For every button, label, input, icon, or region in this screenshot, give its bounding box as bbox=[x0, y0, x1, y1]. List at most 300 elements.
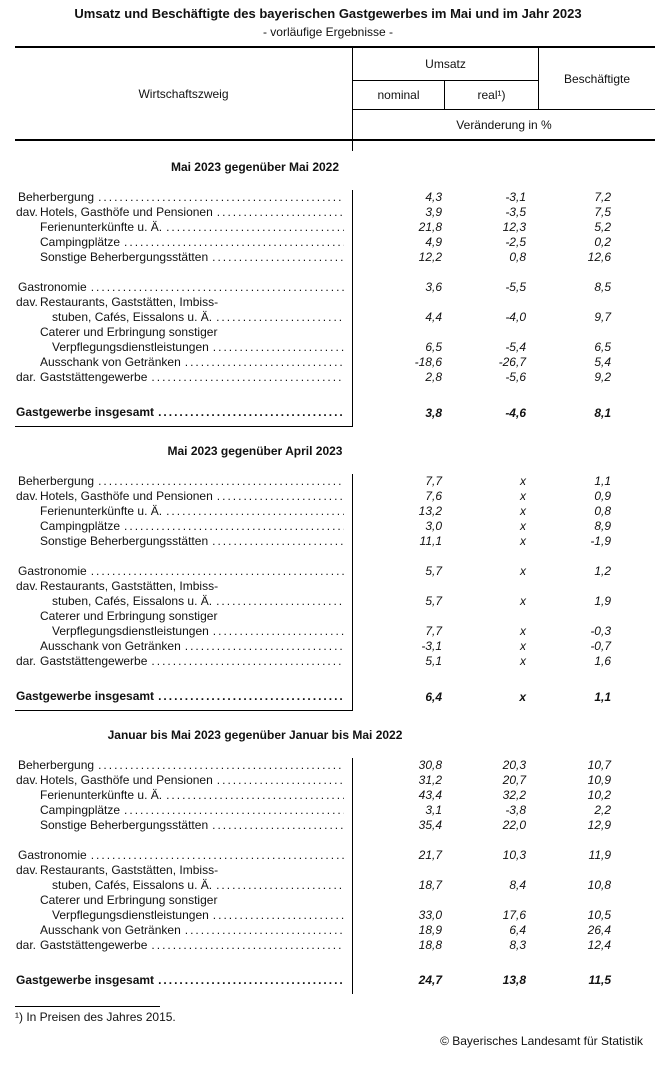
row-label-cell bbox=[15, 295, 353, 325]
row-label-line bbox=[15, 848, 352, 863]
value-cell-beschaeftigte: 5,4 bbox=[594, 355, 611, 369]
value-cell-real: -3,5 bbox=[505, 205, 526, 219]
dot-leader bbox=[216, 310, 344, 325]
row-label: Sonstige Beherbergungsstätten bbox=[40, 534, 209, 548]
row-label: Ausschank von Getränken bbox=[40, 923, 181, 937]
row-prefix: dav. bbox=[16, 295, 38, 309]
dot-leader bbox=[166, 220, 344, 235]
dot-leader bbox=[213, 624, 344, 639]
value-cell-real: x bbox=[520, 534, 526, 548]
dot-leader bbox=[212, 250, 344, 265]
row-label-line bbox=[15, 818, 352, 833]
row-label-line bbox=[15, 654, 352, 669]
row-label: Hotels, Gasthöfe und Pensionen bbox=[40, 773, 213, 787]
table-section bbox=[15, 160, 655, 427]
row-label: Restaurants, Gaststätten, Imbiss- bbox=[40, 579, 219, 593]
table-row bbox=[15, 803, 655, 818]
row-label-line bbox=[15, 504, 352, 519]
row-label: Gaststättengewerbe bbox=[40, 654, 148, 668]
row-label-line bbox=[15, 310, 352, 325]
value-cell-beschaeftigte: 8,5 bbox=[594, 280, 611, 294]
row-label-line bbox=[15, 250, 352, 265]
footnote-rule bbox=[15, 1006, 160, 1007]
value-cell-real: 20,3 bbox=[502, 758, 526, 772]
value-cell-real: -2,5 bbox=[505, 235, 526, 249]
section-total-row bbox=[15, 973, 655, 994]
value-cell-real: x bbox=[520, 594, 526, 608]
row-label-cell bbox=[15, 235, 353, 250]
row-label-cell bbox=[15, 863, 353, 893]
dot-leader bbox=[158, 973, 344, 988]
value-cell-real: 6,4 bbox=[509, 923, 526, 937]
value-cell-real: x bbox=[520, 519, 526, 533]
dot-leader bbox=[212, 534, 344, 549]
row-label-cell bbox=[15, 973, 353, 994]
dot-leader bbox=[151, 370, 344, 385]
row-label: Beherbergung bbox=[18, 758, 95, 772]
section-heading: Mai 2023 gegenüber Mai 2022 bbox=[170, 160, 340, 174]
row-label-cell bbox=[15, 893, 353, 923]
row-label-cell bbox=[15, 474, 353, 489]
column-divider-tail bbox=[15, 141, 353, 151]
row-label: Beherbergung bbox=[18, 190, 95, 204]
value-cell-nominal: 4,4 bbox=[425, 310, 442, 324]
table-row bbox=[15, 773, 655, 788]
value-cell-nominal: 21,8 bbox=[418, 220, 442, 234]
value-cell-beschaeftigte: 26,4 bbox=[587, 923, 611, 937]
col-header-real: real¹) bbox=[445, 81, 538, 110]
row-prefix: dav. bbox=[16, 773, 38, 787]
value-cell-beschaeftigte: 12,6 bbox=[587, 250, 611, 264]
value-cell-beschaeftigte: 1,1 bbox=[594, 690, 611, 704]
value-cell-beschaeftigte: 10,8 bbox=[587, 878, 611, 892]
value-cell-real: -3,1 bbox=[505, 190, 526, 204]
table-row bbox=[15, 534, 655, 549]
row-label: Restaurants, Gaststätten, Imbiss- bbox=[40, 295, 219, 309]
row-label-line bbox=[15, 190, 352, 205]
row-label: stuben, Cafés, Eissalons u. Ä. bbox=[52, 594, 213, 608]
row-label: Beherbergung bbox=[18, 474, 95, 488]
value-cell-beschaeftigte: 12,4 bbox=[587, 938, 611, 952]
value-cell-real: 13,8 bbox=[502, 973, 526, 987]
value-cell-beschaeftigte: 10,7 bbox=[587, 758, 611, 772]
row-label-line bbox=[15, 405, 352, 420]
row-prefix: dar. bbox=[16, 938, 37, 952]
value-cell-real: 32,2 bbox=[502, 788, 526, 802]
row-label-line bbox=[15, 370, 352, 385]
dot-leader bbox=[216, 594, 344, 609]
row-label-cell bbox=[15, 669, 353, 689]
table-row bbox=[15, 250, 655, 265]
value-cell-real: 17,6 bbox=[502, 908, 526, 922]
row-label-cell bbox=[15, 370, 353, 385]
row-label: Gastgewerbe insgesamt bbox=[16, 973, 155, 987]
dot-leader bbox=[98, 474, 344, 489]
dot-leader bbox=[124, 235, 344, 250]
dot-leader bbox=[217, 205, 344, 220]
value-cell-real: x bbox=[520, 489, 526, 503]
spacer-row bbox=[15, 953, 655, 973]
row-label-line bbox=[15, 519, 352, 534]
value-cell-real: -4,0 bbox=[505, 310, 526, 324]
value-cell-beschaeftigte: -1,9 bbox=[590, 534, 611, 548]
dot-leader bbox=[185, 923, 344, 938]
value-cell-beschaeftigte: 0,9 bbox=[594, 489, 611, 503]
value-cell-beschaeftigte: 10,9 bbox=[587, 773, 611, 787]
value-cell-real: x bbox=[519, 690, 526, 704]
table-row bbox=[15, 355, 655, 370]
table-row bbox=[15, 489, 655, 504]
value-cell-beschaeftigte: 10,2 bbox=[587, 788, 611, 802]
row-prefix: dar. bbox=[16, 654, 37, 668]
value-cell-real: -3,8 bbox=[505, 803, 526, 817]
dot-leader bbox=[213, 908, 344, 923]
table-row bbox=[15, 923, 655, 938]
row-label: Ferienunterkünfte u. Ä. bbox=[40, 788, 163, 802]
table-row bbox=[15, 474, 655, 489]
row-label-line bbox=[15, 205, 352, 220]
row-label-cell bbox=[15, 405, 353, 427]
row-label-cell bbox=[15, 190, 353, 205]
dot-leader bbox=[158, 405, 344, 420]
row-label-cell bbox=[15, 250, 353, 265]
value-cell-real: x bbox=[520, 474, 526, 488]
row-label-line bbox=[15, 534, 352, 549]
value-cell-nominal: 33,0 bbox=[418, 908, 442, 922]
row-label: Hotels, Gasthöfe und Pensionen bbox=[40, 205, 213, 219]
dot-leader bbox=[91, 280, 344, 295]
dot-leader bbox=[98, 190, 344, 205]
table-row bbox=[15, 205, 655, 220]
row-label-line bbox=[15, 355, 352, 370]
row-label-line bbox=[15, 295, 352, 310]
row-label-line bbox=[15, 758, 352, 773]
row-label-line bbox=[15, 938, 352, 953]
value-cell-nominal: 7,7 bbox=[425, 474, 442, 488]
table-section bbox=[15, 728, 655, 994]
table-row bbox=[15, 848, 655, 863]
row-label: Sonstige Beherbergungsstätten bbox=[40, 818, 209, 832]
value-cell-nominal: 18,9 bbox=[418, 923, 442, 937]
value-cell-real: -26,7 bbox=[498, 355, 526, 369]
dot-leader bbox=[217, 773, 344, 788]
row-label-cell bbox=[15, 385, 353, 405]
dot-leader bbox=[91, 564, 344, 579]
table-row bbox=[15, 295, 655, 325]
table-row bbox=[15, 220, 655, 235]
spacer-row bbox=[15, 385, 655, 405]
col-header-umsatz: Umsatz bbox=[353, 48, 538, 81]
value-cell-nominal: 5,7 bbox=[425, 594, 442, 608]
value-cell-beschaeftigte: -0,3 bbox=[590, 624, 611, 638]
value-cell-beschaeftigte: 2,2 bbox=[594, 803, 611, 817]
table-row bbox=[15, 938, 655, 953]
row-label-line bbox=[15, 220, 352, 235]
value-cell-beschaeftigte: -0,7 bbox=[590, 639, 611, 653]
value-cell-real: x bbox=[520, 639, 526, 653]
row-label-cell bbox=[15, 220, 353, 235]
row-label-line bbox=[15, 639, 352, 654]
value-cell-real: x bbox=[520, 504, 526, 518]
dot-leader bbox=[185, 355, 344, 370]
value-cell-real: -5,5 bbox=[505, 280, 526, 294]
row-label-line bbox=[15, 579, 352, 594]
section-total-row bbox=[15, 689, 655, 711]
row-label-cell bbox=[15, 534, 353, 549]
value-cell-real: 12,3 bbox=[502, 220, 526, 234]
value-cell-beschaeftigte: 11,9 bbox=[588, 848, 611, 862]
row-label-cell bbox=[15, 923, 353, 938]
value-cell-beschaeftigte: 8,9 bbox=[594, 519, 611, 533]
value-cell-nominal: 3,1 bbox=[425, 803, 442, 817]
row-label-cell bbox=[15, 833, 353, 848]
dot-leader bbox=[166, 504, 344, 519]
row-label-cell bbox=[15, 579, 353, 609]
value-cell-real: 10,3 bbox=[502, 848, 526, 862]
row-label-cell bbox=[15, 609, 353, 639]
dot-leader bbox=[212, 818, 344, 833]
value-cell-beschaeftigte: 7,2 bbox=[594, 190, 611, 204]
value-cell-real: x bbox=[520, 624, 526, 638]
table-row bbox=[15, 235, 655, 250]
row-label-cell bbox=[15, 953, 353, 973]
value-cell-beschaeftigte: 0,2 bbox=[594, 235, 611, 249]
value-cell-real: 20,7 bbox=[502, 773, 526, 787]
row-prefix: dav. bbox=[16, 489, 38, 503]
dot-leader bbox=[166, 788, 344, 803]
row-label: stuben, Cafés, Eissalons u. Ä. bbox=[52, 878, 213, 892]
row-label-line bbox=[15, 489, 352, 504]
value-cell-nominal: 3,0 bbox=[425, 519, 442, 533]
row-label-line bbox=[15, 594, 352, 609]
value-cell-nominal: 35,4 bbox=[418, 818, 442, 832]
row-prefix: dav. bbox=[16, 205, 38, 219]
row-label: Caterer und Erbringung sonstiger bbox=[40, 609, 218, 623]
value-cell-nominal: 6,4 bbox=[425, 690, 442, 704]
value-cell-nominal: 24,7 bbox=[418, 973, 442, 987]
row-label-cell bbox=[15, 803, 353, 818]
value-cell-nominal: 12,2 bbox=[418, 250, 442, 264]
value-cell-nominal: 3,6 bbox=[425, 280, 442, 294]
spacer-row bbox=[15, 669, 655, 689]
row-label-line bbox=[15, 624, 352, 639]
row-label-line bbox=[15, 878, 352, 893]
value-cell-real: -5,4 bbox=[505, 340, 526, 354]
value-cell-beschaeftigte: 11,5 bbox=[588, 973, 611, 987]
col-header-beschaeftigte: Beschäftigte bbox=[538, 48, 655, 110]
dot-leader bbox=[217, 489, 344, 504]
value-cell-nominal: 2,8 bbox=[425, 370, 442, 384]
row-label: Campingplätze bbox=[40, 803, 121, 817]
value-cell-nominal: 13,2 bbox=[418, 504, 442, 518]
dot-leader bbox=[213, 340, 344, 355]
table-row bbox=[15, 519, 655, 534]
row-label-line bbox=[15, 908, 352, 923]
section-heading: Mai 2023 gegenüber April 2023 bbox=[167, 444, 343, 458]
table-row bbox=[15, 190, 655, 205]
row-label-line bbox=[15, 340, 352, 355]
row-label: Verpflegungsdienstleistungen bbox=[52, 624, 209, 638]
row-label-line bbox=[15, 923, 352, 938]
sections bbox=[15, 160, 655, 994]
dot-leader bbox=[124, 519, 344, 534]
table-row bbox=[15, 639, 655, 654]
row-label-line bbox=[15, 973, 352, 988]
row-label-cell bbox=[15, 325, 353, 355]
value-cell-beschaeftigte: 5,2 bbox=[594, 220, 611, 234]
row-label-line bbox=[15, 863, 352, 878]
table-row bbox=[15, 579, 655, 609]
table-row bbox=[15, 863, 655, 893]
value-cell-beschaeftigte: 9,7 bbox=[594, 310, 611, 324]
row-label: Restaurants, Gaststätten, Imbiss- bbox=[40, 863, 219, 877]
row-label-cell bbox=[15, 205, 353, 220]
row-label-cell bbox=[15, 519, 353, 534]
section-total-row bbox=[15, 405, 655, 427]
table-row bbox=[15, 818, 655, 833]
row-label-cell bbox=[15, 773, 353, 788]
dot-leader bbox=[216, 878, 344, 893]
value-cell-real: x bbox=[520, 564, 526, 578]
row-label-cell bbox=[15, 564, 353, 579]
section-heading: Januar bis Mai 2023 gegenüber Januar bis Mai 2022 bbox=[107, 728, 403, 742]
row-label-line bbox=[15, 689, 352, 704]
spacer-row bbox=[15, 549, 655, 564]
value-cell-nominal: 5,1 bbox=[425, 654, 442, 668]
row-label-cell bbox=[15, 788, 353, 803]
value-cell-real: x bbox=[520, 654, 526, 668]
value-cell-beschaeftigte: 9,2 bbox=[594, 370, 611, 384]
value-cell-beschaeftigte: 1,2 bbox=[594, 564, 611, 578]
value-cell-nominal: 7,7 bbox=[425, 624, 442, 638]
row-label: Hotels, Gasthöfe und Pensionen bbox=[40, 489, 213, 503]
dot-leader bbox=[151, 938, 344, 953]
value-cell-real: 8,4 bbox=[509, 878, 526, 892]
value-cell-nominal: 43,4 bbox=[418, 788, 442, 802]
value-cell-nominal: -3,1 bbox=[421, 639, 442, 653]
row-label: Campingplätze bbox=[40, 235, 121, 249]
dot-leader bbox=[124, 803, 344, 818]
row-label: Caterer und Erbringung sonstiger bbox=[40, 325, 218, 339]
value-cell-nominal: 11,1 bbox=[419, 534, 442, 548]
row-label-line bbox=[15, 474, 352, 489]
value-cell-nominal: 31,2 bbox=[418, 773, 442, 787]
value-cell-real: 22,0 bbox=[502, 818, 526, 832]
row-label: Gastronomie bbox=[18, 564, 87, 578]
value-cell-nominal: 18,8 bbox=[418, 938, 442, 952]
row-label: Gastgewerbe insgesamt bbox=[16, 689, 155, 703]
row-label: stuben, Cafés, Eissalons u. Ä. bbox=[52, 310, 213, 324]
footnote: ¹) In Preisen des Jahres 2015. bbox=[15, 1010, 176, 1024]
row-label: Gaststättengewerbe bbox=[40, 370, 148, 384]
value-cell-beschaeftigte: 6,5 bbox=[594, 340, 611, 354]
row-label: Caterer und Erbringung sonstiger bbox=[40, 893, 218, 907]
row-label: Gastgewerbe insgesamt bbox=[16, 405, 155, 419]
row-label-cell bbox=[15, 504, 353, 519]
row-label-cell bbox=[15, 265, 353, 280]
row-label-line bbox=[15, 609, 352, 624]
row-label-cell bbox=[15, 938, 353, 953]
row-label-cell bbox=[15, 848, 353, 863]
row-label: Verpflegungsdienstleistungen bbox=[52, 908, 209, 922]
dot-leader bbox=[151, 654, 344, 669]
value-cell-beschaeftigte: 1,6 bbox=[594, 654, 611, 668]
row-label: Ferienunterkünfte u. Ä. bbox=[40, 504, 163, 518]
table-row bbox=[15, 370, 655, 385]
row-prefix: dav. bbox=[16, 863, 38, 877]
row-label: Sonstige Beherbergungsstätten bbox=[40, 250, 209, 264]
table-section bbox=[15, 444, 655, 711]
row-label: Gaststättengewerbe bbox=[40, 938, 148, 952]
row-label-line bbox=[15, 564, 352, 579]
row-label-cell bbox=[15, 355, 353, 370]
table-row bbox=[15, 609, 655, 639]
col-header-wirtschaftszweig: Wirtschaftszweig bbox=[15, 48, 353, 139]
unit-row-label: Veränderung in % bbox=[456, 117, 552, 132]
value-cell-beschaeftigte: 8,1 bbox=[594, 406, 611, 420]
row-label-cell bbox=[15, 654, 353, 669]
row-label-line bbox=[15, 788, 352, 803]
table-row bbox=[15, 893, 655, 923]
row-label: Verpflegungsdienstleistungen bbox=[52, 340, 209, 354]
spacer-row bbox=[15, 265, 655, 280]
row-label-cell bbox=[15, 489, 353, 504]
value-cell-nominal: 3,9 bbox=[425, 205, 442, 219]
table-row bbox=[15, 564, 655, 579]
value-cell-beschaeftigte: 7,5 bbox=[594, 205, 611, 219]
table-row bbox=[15, 758, 655, 773]
value-cell-nominal: 4,3 bbox=[425, 190, 442, 204]
dot-leader bbox=[98, 758, 344, 773]
table-row bbox=[15, 504, 655, 519]
value-cell-nominal: 18,7 bbox=[418, 878, 442, 892]
row-prefix: dar. bbox=[16, 370, 37, 384]
statistics-table bbox=[15, 46, 655, 1049]
row-prefix: dav. bbox=[16, 579, 38, 593]
document-title: Umsatz und Beschäftigte des bayerischen Gastgewerbes im Mai und im Jahr 2023 bbox=[74, 6, 582, 21]
row-label: Ferienunterkünfte u. Ä. bbox=[40, 220, 163, 234]
row-label-cell bbox=[15, 280, 353, 295]
row-label-line bbox=[15, 773, 352, 788]
value-cell-real: 0,8 bbox=[509, 250, 526, 264]
row-label: Gastronomie bbox=[18, 280, 87, 294]
table-row bbox=[15, 280, 655, 295]
row-label-line bbox=[15, 280, 352, 295]
value-cell-beschaeftigte: 12,9 bbox=[587, 818, 611, 832]
row-label: Ausschank von Getränken bbox=[40, 639, 181, 653]
value-cell-nominal: 3,8 bbox=[425, 406, 442, 420]
value-cell-nominal: 7,6 bbox=[425, 489, 442, 503]
value-cell-beschaeftigte: 10,5 bbox=[587, 908, 611, 922]
value-cell-nominal: 6,5 bbox=[425, 340, 442, 354]
dot-leader bbox=[91, 848, 344, 863]
value-cell-nominal: 4,9 bbox=[425, 235, 442, 249]
row-label: Gastronomie bbox=[18, 848, 87, 862]
row-label-cell bbox=[15, 818, 353, 833]
value-cell-real: -5,6 bbox=[505, 370, 526, 384]
table-row bbox=[15, 325, 655, 355]
table-row bbox=[15, 788, 655, 803]
document-subtitle: - vorläufige Ergebnisse - bbox=[262, 25, 394, 39]
value-cell-beschaeftigte: 1,1 bbox=[594, 474, 611, 488]
value-cell-nominal: 5,7 bbox=[425, 564, 442, 578]
row-label-cell bbox=[15, 758, 353, 773]
value-cell-nominal: 30,8 bbox=[418, 758, 442, 772]
row-label-line bbox=[15, 893, 352, 908]
row-label-cell bbox=[15, 549, 353, 564]
value-cell-real: -4,6 bbox=[505, 406, 526, 420]
value-cell-beschaeftigte: 0,8 bbox=[594, 504, 611, 518]
